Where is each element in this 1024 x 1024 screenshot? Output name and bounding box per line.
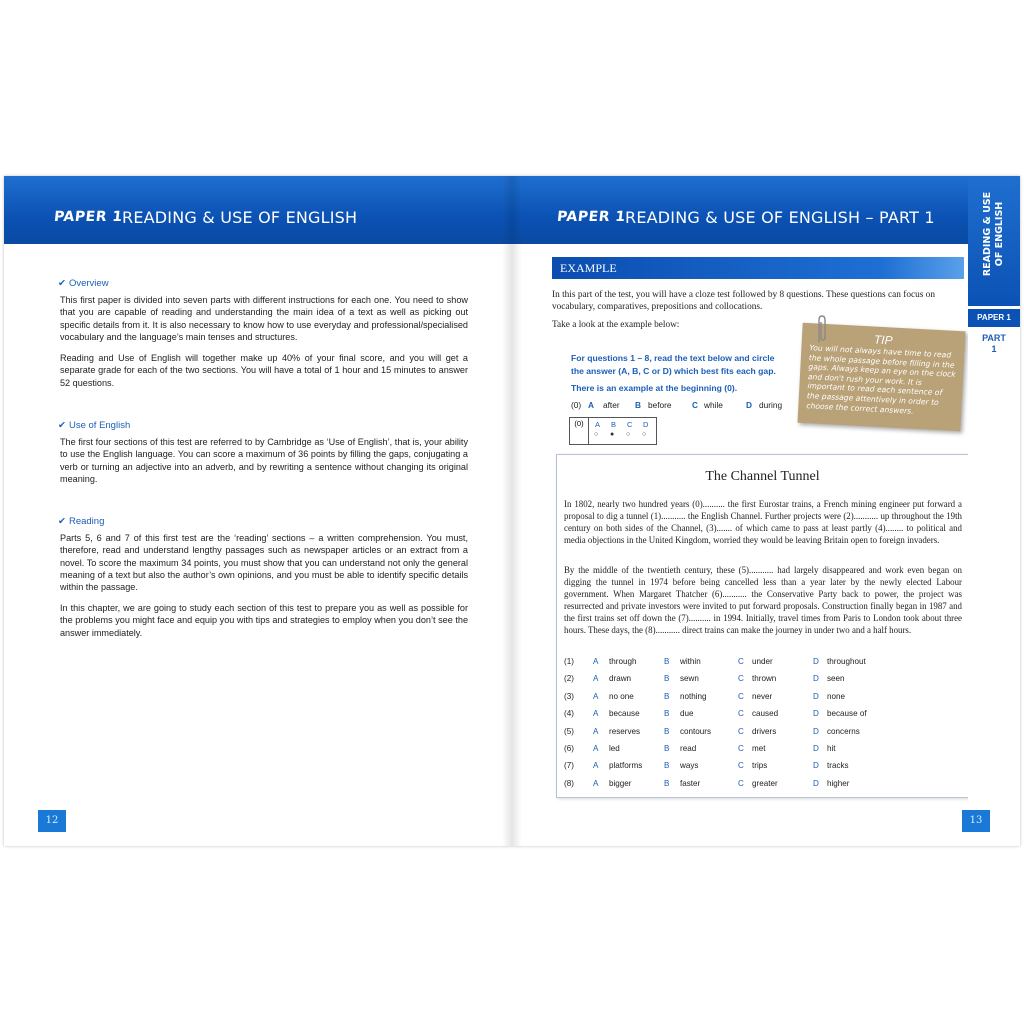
option-letter[interactable]: B	[664, 657, 670, 666]
question-number: (0)	[571, 400, 582, 410]
option-letter[interactable]: A	[593, 657, 599, 666]
instruction-example-text: There is an example at the beginning (0).	[571, 383, 738, 393]
option-letter[interactable]: C	[738, 743, 744, 753]
intro-text: In this part of the test, you will have a cloze test followed by 8 questions. These questions can focus on vocabulary, comparatives, prepositions and collocations.	[552, 290, 935, 313]
option-row	[564, 674, 962, 691]
tip-text: You will not always have time to read the whole passage before filling in the gaps. Always keep an eye on the clock and don't rush your work. It is important to read each sentence of the passage attentively in order to choose the correct answers.	[806, 343, 956, 416]
passage-box	[556, 454, 969, 798]
question-number: (8)	[564, 778, 574, 788]
option-word: after	[603, 400, 620, 410]
option-row	[564, 709, 962, 726]
option-word: during	[759, 400, 783, 410]
left-page	[4, 176, 512, 846]
side-tab-paper: PAPER 1	[968, 309, 1020, 327]
option-letter[interactable]: C	[738, 709, 744, 719]
option-word[interactable]: contours	[680, 726, 712, 736]
check-icon: ✔	[58, 516, 66, 527]
option-word[interactable]: ways	[680, 761, 699, 771]
option-word[interactable]: because of	[827, 709, 867, 719]
option-word[interactable]: read	[680, 743, 697, 753]
option-word[interactable]: reserves	[609, 726, 641, 736]
right-page	[512, 176, 1020, 846]
grid-letter: B	[611, 420, 617, 429]
option-letter[interactable]: A	[593, 761, 599, 771]
paper-badge: PAPER 1	[53, 209, 124, 225]
paragraph: This first paper is divided into seven parts with different instructions for each one. You need to show that you are capable of reading and understanding the main idea of a text as well as picking out specific details from it. It is also necessary to know how to use everyday and professional/specialised vocabulary and the language’s main tenses and structures.	[60, 295, 468, 342]
grid-letter: D	[643, 420, 649, 429]
answer-options-list	[564, 657, 962, 796]
paragraph: In this chapter, we are going to study each section of this test to prepare you as well as possible for the problems you might face and equip you with tips and strategies to employ when you don’t see the answer immediately.	[60, 603, 468, 638]
intro-text-2: Take a look at the example below:	[552, 320, 680, 330]
side-tab-label: READING & USE OF ENGLISH	[982, 191, 1005, 277]
option-row	[564, 692, 962, 709]
side-tab	[968, 176, 1020, 846]
option-letter[interactable]: C	[738, 778, 744, 788]
question-number: (1)	[564, 657, 574, 666]
option-letter: A	[588, 400, 594, 410]
option-letter[interactable]: A	[593, 778, 599, 788]
option-row	[564, 657, 962, 674]
check-icon: ✔	[58, 420, 66, 431]
side-tab-part-label: PART	[982, 333, 1006, 343]
section-heading-overview: ✔ Overview	[58, 278, 109, 289]
option-letter: D	[746, 400, 752, 410]
page-title: READING & USE OF ENGLISH – PART 1	[625, 208, 935, 227]
option-word[interactable]: platforms	[609, 761, 643, 771]
option-letter[interactable]: C	[738, 691, 744, 701]
paperclip-icon	[815, 314, 829, 344]
option-letter[interactable]: B	[664, 778, 670, 788]
option-letter[interactable]: A	[593, 726, 599, 736]
option-word[interactable]: faster	[680, 778, 701, 788]
option-word: while	[704, 400, 723, 410]
option-row	[564, 779, 962, 796]
option-word[interactable]: drawn	[609, 674, 632, 684]
option-letter[interactable]: B	[664, 761, 670, 771]
option-word[interactable]: trips	[752, 761, 768, 771]
option-letter: B	[635, 400, 641, 410]
option-letter[interactable]: D	[813, 657, 819, 666]
page-title: READING & USE OF ENGLISH	[122, 208, 358, 227]
left-banner	[4, 176, 512, 244]
paragraph: Parts 5, 6 and 7 of this first test are the ‘reading’ sections – a written comprehension. You must, therefore, read and understand lengthy passages such as newspaper articles or an extract from a novel. To score the maximum 34 points, you must show that you can understand not only the general meaning of a text but also the author’s own opinions, and you must be able to identify specific details within the passage.	[60, 533, 468, 593]
option-word[interactable]: seen	[827, 674, 845, 684]
option-letter[interactable]: A	[593, 743, 599, 753]
question-number: (5)	[564, 726, 574, 736]
grid-bubble[interactable]: ○	[594, 431, 599, 438]
paragraph: The first four sections of this test are referred to by Cambridge as ‘Use of English’, that is, your ability to use the English language. You can score a maximum of 36 points by filling the gaps, conjugating a verb or turning an adjective into an adverb, and by rewriting a sentence without changing its original meaning.	[60, 437, 468, 484]
option-word[interactable]: thrown	[752, 674, 777, 684]
option-word[interactable]: within	[680, 657, 701, 666]
grid-letter: A	[595, 420, 601, 429]
passage-paragraph: In 1802, nearly two hundred years (0).......... the first Eurostar trains, a French mining engineer put forward a proposal to dig a tunnel (1)........... the English Channel. Further projects were (2)........... up throughout the 19th century on both sides of the Channel, (3)....... of which came to pass at least partly (4)........ to political and media objections in the United Kingdom, worried they would be leaving Britain open to foreign invaders.	[564, 499, 962, 546]
example-heading: EXAMPLE	[560, 261, 617, 275]
section-heading-reading: ✔ Reading	[58, 516, 105, 527]
check-icon: ✔	[58, 278, 66, 289]
passage-title: The Channel Tunnel	[705, 469, 820, 484]
option-letter[interactable]: C	[738, 657, 744, 666]
option-word[interactable]: drivers	[752, 726, 777, 736]
option-letter[interactable]: B	[664, 674, 670, 684]
option-word[interactable]: hit	[827, 743, 836, 753]
option-word[interactable]: concerns	[827, 726, 860, 736]
option-word[interactable]: none	[827, 691, 846, 701]
side-tab-part	[968, 333, 1020, 355]
option-letter[interactable]: B	[664, 709, 670, 719]
option-row	[564, 727, 962, 744]
question-number: (2)	[564, 674, 574, 684]
option-word[interactable]: due	[680, 709, 694, 719]
question-number: (6)	[564, 743, 574, 753]
section-heading-use-of-english: ✔ Use of English	[58, 420, 131, 431]
page-number: 12	[38, 810, 66, 832]
option-row	[564, 744, 962, 761]
side-tab-blue	[968, 176, 1020, 306]
option-word[interactable]: greater	[752, 778, 778, 788]
book-spread	[4, 176, 1020, 846]
option-letter[interactable]: A	[593, 691, 599, 701]
option-letter[interactable]: D	[813, 778, 819, 788]
option-word[interactable]: nothing	[680, 691, 707, 701]
option-letter: C	[692, 400, 698, 410]
option-letter[interactable]: B	[664, 726, 670, 736]
option-word[interactable]: higher	[827, 778, 850, 788]
example-heading-bar	[552, 257, 964, 279]
option-word[interactable]: never	[752, 691, 773, 701]
passage-paragraph: By the middle of the twentieth century, these (5)........... had largely disappeared and work even began on digging the tunnel in 1974 before being cancelled less than a year later by the newly elected Labour government. When Margaret Thatcher (6)........... the Conservative Party back to power, the project was resurrected and private investors were invited to put forward proposals. Construction finally began in 1987 and the first trains set off down the (7).......... in 1994. Initially, travel times from Paris to London took about three hours. These days, the (8)........... direct trains can make the journey in under two and a half hours.	[564, 565, 962, 636]
answer-grid-number: (0)	[570, 418, 589, 444]
option-row	[564, 761, 962, 778]
option-word[interactable]: sewn	[680, 674, 699, 684]
option-letter[interactable]: D	[813, 691, 819, 701]
option-word[interactable]: throughout	[827, 657, 866, 666]
side-tab-part-number: 1	[991, 344, 997, 354]
right-banner	[512, 176, 968, 244]
option-letter[interactable]: D	[813, 674, 819, 684]
grid-bubble[interactable]: ●	[610, 431, 615, 438]
grid-letter: C	[627, 420, 633, 429]
option-letter[interactable]: C	[738, 761, 744, 771]
option-word[interactable]: because	[609, 709, 640, 719]
option-letter[interactable]: A	[593, 674, 599, 684]
grid-bubble[interactable]: ○	[642, 431, 647, 438]
option-letter[interactable]: C	[738, 674, 744, 684]
page-number: 13	[962, 810, 990, 832]
option-letter[interactable]: D	[813, 761, 819, 771]
option-word[interactable]: under	[752, 657, 773, 666]
instruction-text: For questions 1 – 8, read the text below and circle the answer (A, B, C or D) which best fits each gap.	[571, 353, 776, 376]
option-letter[interactable]: B	[664, 691, 670, 701]
option-word[interactable]: caused	[752, 709, 779, 719]
option-letter[interactable]: D	[813, 709, 819, 719]
option-word[interactable]: tracks	[827, 761, 849, 771]
option-letter[interactable]: D	[813, 743, 819, 753]
option-letter[interactable]: C	[738, 726, 744, 736]
option-letter[interactable]: D	[813, 726, 819, 736]
option-word[interactable]: no one	[609, 691, 634, 701]
answer-grid	[569, 417, 657, 445]
tip-title: TIP	[873, 332, 893, 348]
option-word[interactable]: met	[752, 743, 766, 753]
question-number: (4)	[564, 709, 574, 719]
paper-badge: PAPER 1	[556, 209, 627, 225]
question-number: (7)	[564, 761, 574, 771]
option-letter[interactable]: A	[593, 709, 599, 719]
paragraph: Reading and Use of English will together make up 40% of your final score, and you will get a separate grade for each of the two sections. You will have a total of 1 hour and 15 minutes to answer 52 questions.	[60, 353, 468, 388]
option-letter[interactable]: B	[664, 743, 670, 753]
option-word[interactable]: through	[609, 657, 637, 666]
option-word: before	[648, 400, 672, 410]
question-number: (3)	[564, 691, 574, 701]
option-word[interactable]: led	[609, 743, 620, 753]
grid-bubble[interactable]: ○	[626, 431, 631, 438]
option-word[interactable]: bigger	[609, 778, 632, 788]
